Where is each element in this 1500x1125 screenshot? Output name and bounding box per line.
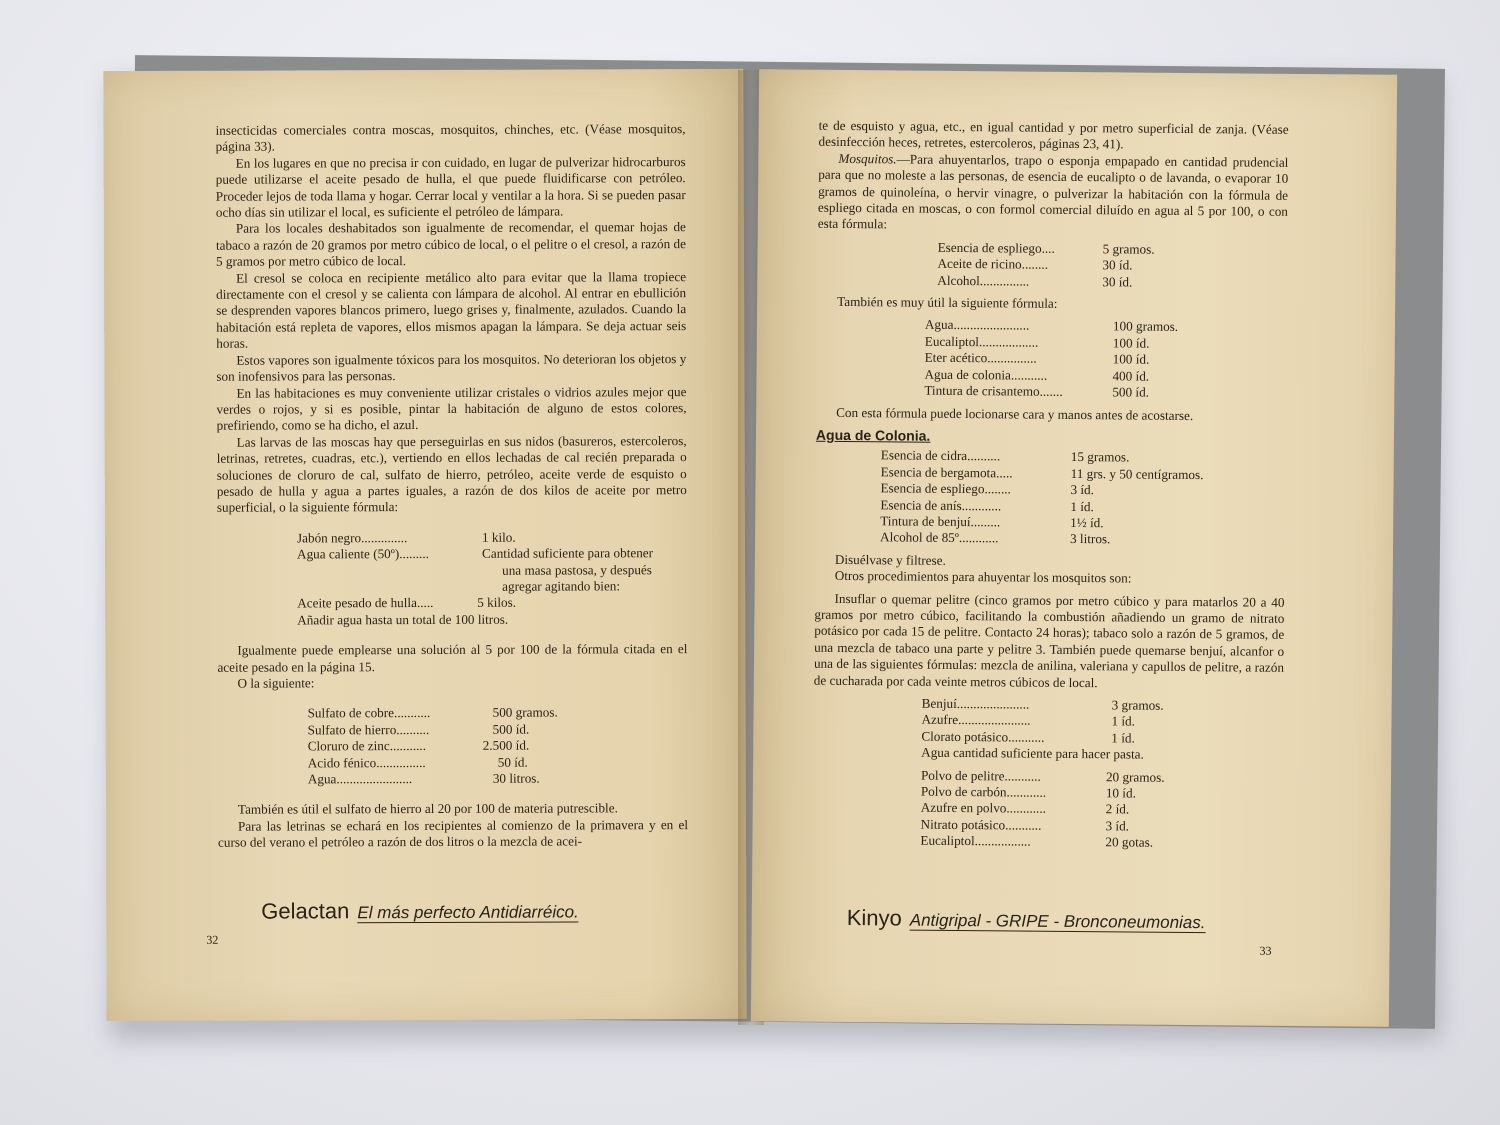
formula-row: Agua caliente (50º)......... Cantidad suficiente para obtener <box>297 545 654 562</box>
formula-row: Agua....................... 30 litros. <box>307 770 540 787</box>
formula-row: Sulfato de cobre........... 500 gramos. <box>307 704 558 721</box>
paragraph: Disuélvase y filtrese. <box>834 551 946 568</box>
paragraph: También es muy útil la siguiente fórmula: <box>837 293 1058 311</box>
section-heading: Agua de Colonia. <box>815 426 931 444</box>
formula-row: Clorato potásico........... 1 íd. <box>921 728 1135 746</box>
advertisement-kinyo <box>847 905 1206 934</box>
paragraph: Mosquitos.—Para ahuyentarlos, trapo o esponja empapado en cantidad prudencial para que no moleste a las personas, de esencia de eucalipto o de lavanda, o evaporar 10 gramos de quinoleína, o hervir vinagre, o pulverizar la habitación con la fórmula de espliego citada en moscas, o con formol comercial diluído en agua al 5 por 100, o con esta fórmula: <box>817 150 1289 232</box>
paragraph: Insuflar o quemar pelitre (cinco gramos por metro cúbico y para matarlos 20 a 40 gramos por metro cúbico, facilitando la combustión añadiendo un gramo de nitrato potásico por cada 15 de pelitre. Contacto 24 horas); tabaco solo a razón de 5 gramos, de una mezcla de tabaco una parte y pelitre 3. También puede quemarse benjuí, alcanfor o una de las siguientes fórmulas: mezcla de anilina, valeriana y capullos de pelitre, a razón de cucharada por cada veinte metros cúbicos de local. <box>813 590 1285 690</box>
formula-row: Benjuí...................... 3 gramos. <box>921 695 1164 713</box>
formula-row: Acido fénico............... 50 íd. <box>307 754 528 771</box>
formula-row: Azufre...................... 1 íd. <box>921 712 1136 729</box>
formula-row: Azufre en polvo............ 2 íd. <box>920 800 1130 817</box>
left-page <box>103 69 746 1021</box>
formula-row: Cloruro de zinc........... 2.500 íd. <box>307 737 530 754</box>
formula-row: Tintura de benjuí......... 1½ íd. <box>880 513 1104 531</box>
formula-row: Esencia de bergamota..... 11 grs. y 50 centígramos. <box>880 464 1204 482</box>
paragraph: Estos vapores son igualmente tóxicos para los mosquitos. No deterioran los objetos y son inofensivos para las personas. <box>216 350 687 384</box>
formula-row: Jabón negro.............. 1 kilo. <box>296 529 516 546</box>
paragraph: También es útil el sulfato de hierro al 20 por 100 de materia putrescible. <box>237 800 618 818</box>
paragraph: Igualmente puede emplearse una solución al 5 por 100 de la fórmula citada en el aceite pesado en la página 15. <box>217 641 688 675</box>
ad-slogan: Antigripal - GRIPE - Bronconeumonias. <box>909 910 1206 933</box>
formula-row: Aceite de ricino........ 30 íd. <box>937 256 1133 273</box>
ad-brand: Gelactan <box>261 898 350 924</box>
paragraph: Con esta fórmula puede locionarse cara y manos antes de acostarse. <box>836 404 1194 423</box>
formula-row: Esencia de cidra.......... 15 gramos. <box>880 447 1130 465</box>
formula-row: Alcohol de 85º............ 3 litros. <box>880 529 1111 547</box>
formula-row: Tintura de crisantemo....... 500 íd. <box>924 382 1150 400</box>
formula-row: Polvo de pelitre........... 20 gramos. <box>920 767 1165 785</box>
formula-row: Eucaliptol................. 20 gotas. <box>920 832 1154 850</box>
paragraph: te de esquisto y agua, etc., en igual cantidad y por metro superficial de zanja. (Véase desinfección heces, retretes, estercoleros, páginas 23, 41). <box>818 117 1289 152</box>
formula-row: Eucaliptol.................. 100 íd. <box>924 333 1150 351</box>
formula-row: Aceite pesado de hulla..... 5 kilos. <box>297 595 517 611</box>
formula-table <box>921 696 1284 765</box>
formula-row: Esencia de anís............ 1 íd. <box>880 496 1094 514</box>
paragraph: El cresol se coloca en recipiente metálico alto para evitar que la llama tropiece directamente con el cresol y se calienta con lámpara de alcohol. Al entrar en ebullición se desprenden vapores blancos primero, luego grises y, finalmente, azulados. Cuando la habitación está repleta de vapores, ellos mismos apagan la lámpara. Se deja actuar seis horas. <box>216 268 687 352</box>
formula-row: Agua de colonia........... 400 íd. <box>924 366 1150 384</box>
formula-row: agregar agitando bien: <box>502 578 621 594</box>
formula-row: Agua....................... 100 gramos. <box>924 317 1179 335</box>
formula-row: Esencia de espliego........ 3 íd. <box>880 480 1095 498</box>
ad-slogan: El más perfecto Antidiarréico. <box>357 902 579 923</box>
section-title: Mosquitos. <box>838 150 897 167</box>
formula-table <box>937 240 1287 292</box>
formula-row: Sulfato de hierro.......... 500 íd. <box>307 721 530 738</box>
formula-table <box>924 317 1287 402</box>
formula-table <box>880 448 1286 550</box>
formula-table <box>297 529 687 629</box>
formula-row: Agua cantidad suficiente para hacer pasta. <box>921 744 1144 762</box>
formula-row: Esencia de espliego.... 5 gramos. <box>937 239 1155 257</box>
paragraph: En las habitaciones es muy conveniente utilizar cristales o vidrios azules mejor que verdes o rojos, y si es posible, pintar la habitación de alguno de estos colores, prefiriendo, como se ha dicho, el azul. <box>216 383 687 434</box>
page-number: 32 <box>206 932 219 947</box>
advertisement-gelactan <box>261 897 579 924</box>
formula-row: Añadir agua hasta un total de 100 litros. <box>297 611 509 628</box>
paragraph: Otros procedimientos para ahuyentar los mosquitos son: <box>834 568 1132 586</box>
formula-row: Eter acético............... 100 íd. <box>924 349 1150 367</box>
page-number: 33 <box>1259 943 1272 958</box>
paragraph: Las larvas de las moscas hay que perseguirlas en sus nidos (basureros, estercoleros, letrinas, retretes, cuadras, etc.), vertiendo en ellos lechadas de cal recién preparada o soluciones de cloruro de cal, sulfato de hierro, petróleo, aceite verde de esquisto o pesado de hulla y agua a partes iguales, a razón de dos kilos de aceite por metro superficial, o la siguiente fórmula: <box>216 432 687 516</box>
formula-row: una masa pastosa, y después <box>502 561 652 578</box>
ad-brand: Kinyo <box>846 905 902 931</box>
left-page-text <box>216 121 689 851</box>
right-page-text <box>812 118 1288 857</box>
paragraph: Para los locales deshabitados son igualmente de recomendar, el quemar hojas de tabaco a razón de 20 gramos por metro cúbico de local, o el pelitre o el cresol, a razón de 5 gramos por metro cúbico de local. <box>215 219 686 269</box>
paragraph: insecticidas comerciales contra moscas, mosquitos, chinches, etc. (Véase mosquitos, página 33). <box>215 121 686 155</box>
formula-row: Polvo de carbón............ 10 íd. <box>920 783 1136 801</box>
paragraph: Para las letrinas se echará en los recipientes al comienzo de la primavera y en el curso del verano el petróleo a razón de dos litros o la mezcla de acei- <box>218 816 689 850</box>
formula-row: Nitrato potásico........... 3 íd. <box>920 816 1130 834</box>
right-page <box>751 69 1397 1027</box>
formula-table <box>920 767 1283 852</box>
paragraph: En los lugares en que no precisa ir con cuidado, en lugar de pulverizar hidrocarburos puede utilizarse el aceite pesado de hulla, el que puede fluidificarse con petróleo. Proceder lejos de toda llama y hogar. Cerrar local y ventilar a la hora. Si se pueden pasar ocho días sin utilizar el local, es suficiente el petróleo de lámpara. <box>215 153 686 220</box>
paragraph: O la siguiente: <box>237 675 315 691</box>
formula-table <box>308 704 688 787</box>
formula-row: Alcohol............... 30 íd. <box>937 272 1133 290</box>
